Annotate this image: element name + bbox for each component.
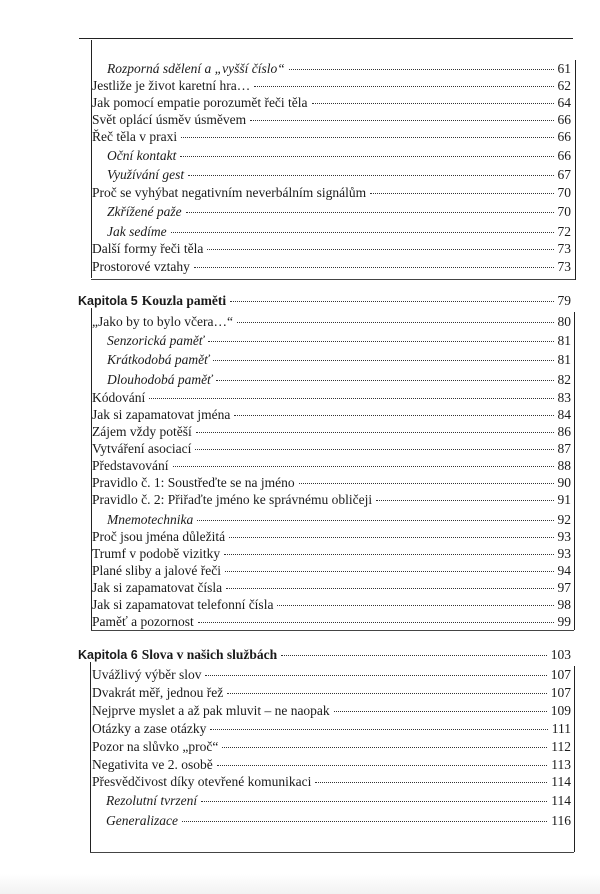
toc-entry (92, 474, 571, 492)
toc-entry-title: Jak si zapamatovat jména (92, 407, 231, 422)
toc-entry-title: Uvážlivý výběr slov (92, 667, 202, 682)
toc-entry-title: Zkřížené paže (107, 204, 182, 219)
toc-entry-title: Dlouhodobá paměť (107, 372, 213, 387)
dot-leader (229, 537, 553, 538)
toc-entry-page: 70 (557, 204, 571, 219)
toc-entry (92, 596, 571, 614)
left-rule-section-c (90, 662, 91, 852)
toc-entry-page: 92 (557, 512, 571, 527)
top-rule (79, 38, 573, 39)
toc-entry-page: 114 (551, 774, 571, 789)
dot-leader (237, 322, 554, 323)
toc-entry (92, 94, 571, 112)
toc-entry (92, 77, 571, 95)
toc-entry (107, 511, 571, 529)
toc-entry (92, 738, 571, 756)
toc-entry (107, 223, 571, 241)
dot-leader (299, 483, 554, 484)
dot-leader (208, 341, 554, 342)
toc-entry-title: Kouzla paměti (141, 293, 227, 308)
toc-entry-page: 64 (557, 95, 571, 110)
toc-entry-title: Paměť a pozornost (92, 614, 194, 629)
toc-entry-title: Jak sedíme (107, 224, 167, 239)
toc-entry-title: Pravidlo č. 2: Přiřaďte jméno ke správnému obličeji (92, 492, 373, 507)
dot-leader (180, 156, 553, 157)
toc-entry-title: Prostorové vztahy (92, 259, 190, 274)
right-rule-section-a (575, 60, 576, 280)
toc-entry-title: Proč se vyhýbat negativním neverbálním signálům (92, 185, 367, 200)
dot-leader (226, 588, 553, 589)
toc-entry-page: 81 (557, 352, 571, 367)
toc-entry-title: Jak si zapamatovat čísla (92, 580, 223, 595)
toc-entry (92, 491, 571, 509)
dot-leader (210, 729, 547, 730)
toc-entry (92, 184, 571, 202)
toc-entry-title: Mnemotechnika (107, 512, 194, 527)
toc-entry-page: 93 (557, 546, 571, 561)
toc-entry (92, 423, 571, 441)
dot-leader (196, 432, 554, 433)
toc-entry (106, 812, 571, 830)
toc-entry (92, 562, 571, 580)
toc-entry-page: 79 (557, 293, 571, 308)
toc-entry-page: 73 (557, 241, 571, 256)
toc-entry-page: 86 (557, 424, 571, 439)
toc-entry (107, 147, 571, 165)
toc-entry (92, 258, 571, 276)
toc-entry-page: 99 (557, 614, 571, 629)
toc-entry-page: 94 (557, 563, 571, 578)
dot-leader (225, 571, 554, 572)
toc-entry-title: Otázky a zase otázky (92, 721, 207, 736)
toc-entry (92, 756, 571, 774)
dot-leader (197, 520, 553, 521)
toc-entry-page: 61 (557, 61, 571, 76)
toc-entry-title: Nejprve myslet a až pak mluvit – ne naopak (92, 703, 330, 718)
page-edge (0, 874, 600, 894)
toc-entry (92, 457, 571, 475)
dot-leader (281, 655, 547, 656)
toc-entry (92, 666, 571, 684)
toc-entry-title: Představování (92, 458, 169, 473)
dot-leader (186, 212, 554, 213)
dot-leader (195, 449, 553, 450)
toc-entry-page: 66 (557, 148, 571, 163)
toc-entry-title: Rozporná sdělení a „vyšší číslo“ (107, 61, 285, 76)
toc-entry-page: 88 (557, 458, 571, 473)
toc-entry (92, 720, 571, 738)
chapter-label: Kapitola 5 (78, 294, 138, 308)
dot-leader (230, 301, 553, 302)
dot-leader (216, 380, 553, 381)
toc-entry-page: 114 (551, 793, 571, 808)
toc-entry-page: 107 (550, 667, 571, 682)
toc-entry-title: Rezolutní tvrzení (106, 793, 198, 808)
toc-entry-title: Jestliže je život karetní hra… (92, 78, 251, 93)
dot-leader (171, 232, 554, 233)
dot-leader (217, 765, 548, 766)
toc-entry (92, 528, 571, 546)
dot-leader (250, 120, 553, 121)
toc-entry-page: 112 (551, 739, 571, 754)
toc-entry (92, 389, 571, 407)
dot-leader (289, 69, 554, 70)
toc-entry-title: Zájem vždy potěší (92, 424, 192, 439)
toc-entry-title: Plané sliby a jalové řeči (92, 563, 221, 578)
toc-entry-page: 67 (557, 167, 571, 182)
toc-entry-page: 87 (557, 441, 571, 456)
toc-entry-page: 70 (557, 185, 571, 200)
toc-entry (107, 60, 571, 78)
toc-entry-page: 66 (557, 112, 571, 127)
dot-leader (254, 86, 553, 87)
toc-entry-title: Oční kontakt (107, 148, 177, 163)
dot-leader (315, 782, 547, 783)
toc-entry (92, 684, 571, 702)
toc-entry-title: Přesvědčivost díky otevřené komunikaci (92, 774, 312, 789)
toc-entry-page: 83 (557, 390, 571, 405)
toc-entry-title: Proč jsou jména důležitá (92, 529, 226, 544)
toc-entry (92, 773, 571, 791)
dot-leader (173, 466, 554, 467)
toc-entry (107, 166, 571, 184)
toc-entry-title: Dvakrát měř, jednou řež (92, 685, 224, 700)
toc-entry-title: Řeč těla v praxi (92, 129, 178, 144)
toc-entry (92, 406, 571, 424)
toc-entry-title: Vytváření asociací (92, 441, 192, 456)
dot-leader (181, 137, 553, 138)
toc-entry-title: Krátkodobá paměť (107, 352, 210, 367)
toc-entry-page: 116 (551, 813, 571, 828)
toc-entry-title: Využívání gest (107, 167, 185, 182)
right-rule-section-b (574, 312, 575, 630)
dot-leader (334, 711, 547, 712)
toc-entry-page: 90 (557, 475, 571, 490)
dot-leader (312, 103, 554, 104)
toc-entry-title: Svět oplácí úsměv úsměvem (92, 112, 247, 127)
toc-entry-page: 98 (557, 597, 571, 612)
dot-leader (224, 554, 553, 555)
toc-entry (107, 332, 571, 350)
toc-entry (92, 240, 571, 258)
toc-entry-title: Senzorická paměť (107, 333, 204, 348)
toc-entry-page: 62 (557, 78, 571, 93)
toc-entry-page: 73 (557, 259, 571, 274)
dot-leader (376, 500, 553, 501)
toc-entry-page: 109 (550, 703, 571, 718)
dot-leader (205, 675, 546, 676)
toc-entry-page: 93 (557, 529, 571, 544)
toc-entry-title: Jak pomocí empatie porozumět řeči těla (92, 95, 308, 110)
dot-leader (370, 193, 553, 194)
toc-entry-page: 111 (551, 721, 571, 736)
toc-entry (107, 351, 571, 369)
section-rule-c (90, 852, 574, 853)
toc-entry-page: 82 (557, 372, 571, 387)
right-rule-section-c (574, 666, 575, 852)
toc-entry-title: Pozor na slůvko „proč“ (92, 739, 219, 754)
toc-entry-title: Další formy řeči těla (92, 241, 204, 256)
chapter-label: Kapitola 6 (78, 648, 138, 662)
toc-entry (92, 440, 571, 458)
dot-leader (227, 693, 547, 694)
toc-entry-title: „Jako by to bylo včera…“ (92, 314, 233, 329)
toc-entry-page: 80 (557, 314, 571, 329)
toc-entry (107, 203, 571, 221)
toc-entry (92, 702, 571, 720)
toc-entry-page: 97 (557, 580, 571, 595)
toc-entry (92, 313, 571, 331)
toc-entry-title: Slova v našich službách (141, 647, 278, 662)
toc-entry (106, 792, 571, 810)
toc-entry (92, 128, 571, 146)
toc-chapter-entry (78, 646, 571, 664)
toc-entry-title: Jak si zapamatovat telefonní čísla (92, 597, 274, 612)
toc-entry-page: 84 (557, 407, 571, 422)
toc-entry-page: 66 (557, 129, 571, 144)
toc-entry-page: 72 (557, 224, 571, 239)
dot-leader (188, 175, 553, 176)
dot-leader (149, 398, 553, 399)
dot-leader (201, 801, 547, 802)
toc-entry-page: 81 (557, 333, 571, 348)
dot-leader (213, 360, 553, 361)
section-rule-a (91, 279, 575, 280)
toc-entry (107, 371, 571, 389)
toc-entry-page: 107 (550, 685, 571, 700)
toc-entry (92, 579, 571, 597)
toc-entry (92, 613, 571, 631)
toc-entry-title: Negativita ve 2. osobě (92, 757, 213, 772)
toc-entry-title: Generalizace (106, 813, 178, 828)
toc-entry-page: 103 (550, 647, 571, 662)
dot-leader (234, 415, 553, 416)
toc-entry-title: Pravidlo č. 1: Soustřeďte se na jméno (92, 475, 295, 490)
dot-leader (222, 747, 547, 748)
dot-leader (198, 622, 554, 623)
dot-leader (182, 821, 547, 822)
toc-entry-page: 91 (557, 492, 571, 507)
toc-entry (92, 111, 571, 129)
toc-entry-title: Kódování (92, 390, 146, 405)
toc-entry-title: Trumf v podobě vizitky (92, 546, 221, 561)
toc-entry-page: 113 (551, 757, 571, 772)
toc-entry (92, 545, 571, 563)
dot-leader (277, 605, 553, 606)
dot-leader (207, 249, 553, 250)
toc-chapter-entry (78, 292, 571, 310)
dot-leader (194, 267, 554, 268)
